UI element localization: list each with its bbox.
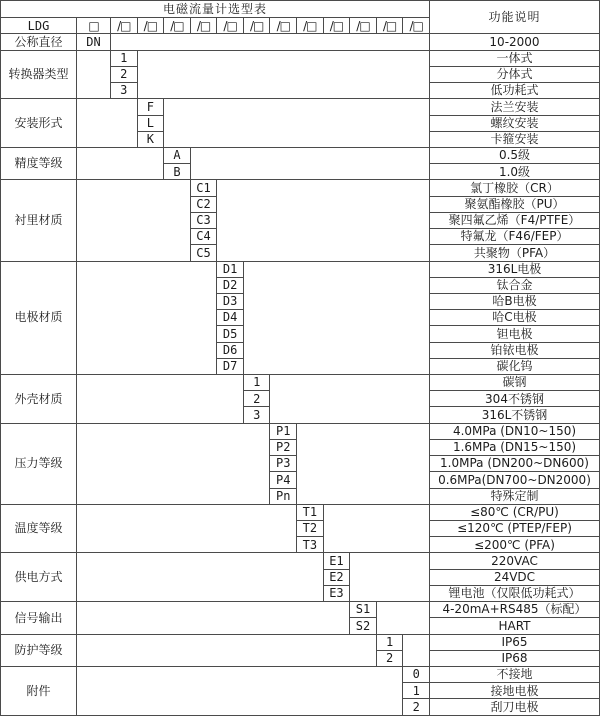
category-label: 安装形式 <box>1 99 77 148</box>
model-slot-cell: /□ <box>243 18 270 34</box>
desc-cell: 4.0MPa (DN10~150) <box>430 423 600 439</box>
category-label: 外壳材质 <box>1 375 77 424</box>
spacer-cell <box>376 602 429 634</box>
desc-cell: 锂电池（仅限低功耗式） <box>430 585 600 601</box>
desc-cell: ≤120℃ (PTEP/FEP) <box>430 521 600 537</box>
code-cell: C4 <box>190 229 217 245</box>
desc-cell: 1.6MPa (DN15~150) <box>430 439 600 455</box>
spacer-cell <box>77 423 270 504</box>
model-slot-cell: /□ <box>164 18 191 34</box>
code-cell: B <box>164 164 191 180</box>
model-slot-cell: /□ <box>217 18 244 34</box>
code-cell: D1 <box>217 261 244 277</box>
spacer-cell <box>403 634 430 666</box>
model-slot-cell: /□ <box>403 18 430 34</box>
spacer-cell <box>350 553 430 602</box>
code-cell: D2 <box>217 277 244 293</box>
model-slot-cell: /□ <box>190 18 217 34</box>
desc-cell: 特殊定制 <box>430 488 600 504</box>
model-box-cell: □ <box>77 18 111 34</box>
desc-cell: IP65 <box>430 634 600 650</box>
desc-cell: 分体式 <box>430 66 600 82</box>
table-row <box>1 180 600 196</box>
code-cell: E2 <box>323 569 350 585</box>
spacer-cell <box>297 423 430 504</box>
code-cell: A <box>164 147 191 163</box>
spacer-cell <box>111 34 430 50</box>
code-cell: P1 <box>270 423 297 439</box>
category-label: 精度等级 <box>1 147 77 179</box>
spacer-cell <box>77 261 217 375</box>
selection-table-body <box>1 1 600 716</box>
desc-cell: 刮刀电极 <box>430 699 600 716</box>
spacer-cell <box>77 553 324 602</box>
model-slot-cell: /□ <box>323 18 350 34</box>
spacer-cell <box>137 50 429 99</box>
model-slot-cell: /□ <box>350 18 377 34</box>
desc-cell: 钽电极 <box>430 326 600 342</box>
table-row <box>1 375 600 391</box>
spacer-cell <box>77 99 138 148</box>
table-row <box>1 147 600 163</box>
table-row <box>1 99 600 115</box>
code-cell: T2 <box>297 521 324 537</box>
code-cell: C2 <box>190 196 217 212</box>
code-cell: T1 <box>297 504 324 520</box>
code-cell: 1 <box>376 634 403 650</box>
table-row <box>1 553 600 569</box>
desc-cell: 不接地 <box>430 666 600 682</box>
code-cell: 1 <box>403 683 430 699</box>
model-slot-cell: /□ <box>376 18 403 34</box>
code-cell: P4 <box>270 472 297 488</box>
desc-cell: 24VDC <box>430 569 600 585</box>
desc-cell: 1.0级 <box>430 164 600 180</box>
spacer-cell <box>77 147 164 179</box>
category-label: 温度等级 <box>1 504 77 553</box>
desc-cell: 220VAC <box>430 553 600 569</box>
code-cell: C1 <box>190 180 217 196</box>
spacer-cell <box>77 634 377 666</box>
table-row <box>1 1 600 18</box>
category-label: 衬里材质 <box>1 180 77 261</box>
category-label: 电极材质 <box>1 261 77 375</box>
table-row <box>1 602 600 618</box>
code-cell: D6 <box>217 342 244 358</box>
model-slot-cell: /□ <box>270 18 297 34</box>
code-cell: 2 <box>111 66 138 82</box>
category-label: 防护等级 <box>1 634 77 666</box>
code-cell: 2 <box>376 650 403 666</box>
desc-cell: 法兰安装 <box>430 99 600 115</box>
spacer-cell <box>77 375 244 424</box>
desc-cell: 低功耗式 <box>430 83 600 99</box>
desc-cell: 钛合金 <box>430 277 600 293</box>
desc-cell: 铂铱电极 <box>430 342 600 358</box>
code-cell: C3 <box>190 212 217 228</box>
desc-cell: 螺纹安装 <box>430 115 600 131</box>
code-cell: L <box>137 115 164 131</box>
model-slot-cell: /□ <box>297 18 324 34</box>
desc-cell: 聚四氟乙烯（F4/PTFE） <box>430 212 600 228</box>
desc-cell: 共聚物（PFA） <box>430 245 600 261</box>
desc-cell: 接地电极 <box>430 683 600 699</box>
desc-cell: HART <box>430 618 600 634</box>
code-cell: 3 <box>243 407 270 423</box>
code-cell: E1 <box>323 553 350 569</box>
desc-cell: 一体式 <box>430 50 600 66</box>
function-header: 功能说明 <box>430 1 600 34</box>
table-row <box>1 34 600 50</box>
code-cell: 2 <box>403 699 430 716</box>
desc-cell: 碳化钨 <box>430 358 600 374</box>
code-cell: 0 <box>403 666 430 682</box>
diameter-desc: 10-2000 <box>430 34 600 50</box>
spacer-cell <box>77 602 350 634</box>
desc-cell: ≤200℃ (PFA) <box>430 537 600 553</box>
desc-cell: 316L电极 <box>430 261 600 277</box>
code-cell: F <box>137 99 164 115</box>
model-prefix-cell: LDG <box>1 18 77 34</box>
code-cell: E3 <box>323 585 350 601</box>
desc-cell: IP68 <box>430 650 600 666</box>
spacer-cell <box>323 504 429 553</box>
spacer-cell <box>164 99 430 148</box>
category-label: 转换器类型 <box>1 50 77 99</box>
table-row <box>1 504 600 520</box>
code-cell: T3 <box>297 537 324 553</box>
desc-cell: 碳钢 <box>430 375 600 391</box>
table-row <box>1 261 600 277</box>
category-label: 信号输出 <box>1 602 77 634</box>
code-cell: 3 <box>111 83 138 99</box>
code-cell: K <box>137 131 164 147</box>
desc-cell: 卡箍安装 <box>430 131 600 147</box>
desc-cell: 特氟龙（F46/FEP） <box>430 229 600 245</box>
model-slot-cell: /□ <box>137 18 164 34</box>
desc-cell: 4-20mA+RS485（标配） <box>430 602 600 618</box>
spacer-cell <box>77 504 297 553</box>
code-cell: P3 <box>270 456 297 472</box>
spacer-cell <box>217 180 430 261</box>
code-cell: 1 <box>243 375 270 391</box>
desc-cell: 0.6MPa(DN700~DN2000) <box>430 472 600 488</box>
desc-cell: 哈B电极 <box>430 293 600 309</box>
spacer-cell <box>77 50 111 99</box>
code-cell: C5 <box>190 245 217 261</box>
spacer-cell <box>77 180 191 261</box>
model-slot-cell: /□ <box>111 18 138 34</box>
desc-cell: 316L不锈钢 <box>430 407 600 423</box>
spacer-cell <box>243 261 429 375</box>
spacer-cell <box>77 666 403 715</box>
spacer-cell <box>190 147 429 179</box>
code-cell: D3 <box>217 293 244 309</box>
code-cell: S2 <box>350 618 377 634</box>
desc-cell: ≤80℃ (CR/PU) <box>430 504 600 520</box>
spacer-cell <box>270 375 430 424</box>
desc-cell: 氯丁橡胶（CR） <box>430 180 600 196</box>
category-label: 供电方式 <box>1 553 77 602</box>
desc-cell: 哈C电极 <box>430 310 600 326</box>
code-cell: D7 <box>217 358 244 374</box>
code-cell: D5 <box>217 326 244 342</box>
table-row <box>1 423 600 439</box>
code-cell: Pn <box>270 488 297 504</box>
table-row <box>1 50 600 66</box>
category-label: 附件 <box>1 666 77 715</box>
table-row <box>1 666 600 682</box>
code-cell: P2 <box>270 439 297 455</box>
table-row <box>1 634 600 650</box>
code-cell: 1 <box>111 50 138 66</box>
category-label: 压力等级 <box>1 423 77 504</box>
desc-cell: 0.5级 <box>430 147 600 163</box>
desc-cell: 1.0MPa (DN200~DN600) <box>430 456 600 472</box>
desc-cell: 聚氨酯橡胶（PU） <box>430 196 600 212</box>
code-cell: S1 <box>350 602 377 618</box>
code-cell: D4 <box>217 310 244 326</box>
desc-cell: 304不锈钢 <box>430 391 600 407</box>
code-cell: 2 <box>243 391 270 407</box>
table-title: 电磁流量计选型表 <box>1 1 430 18</box>
diameter-label: 公称直径 <box>1 34 77 50</box>
diameter-code: DN <box>77 34 111 50</box>
